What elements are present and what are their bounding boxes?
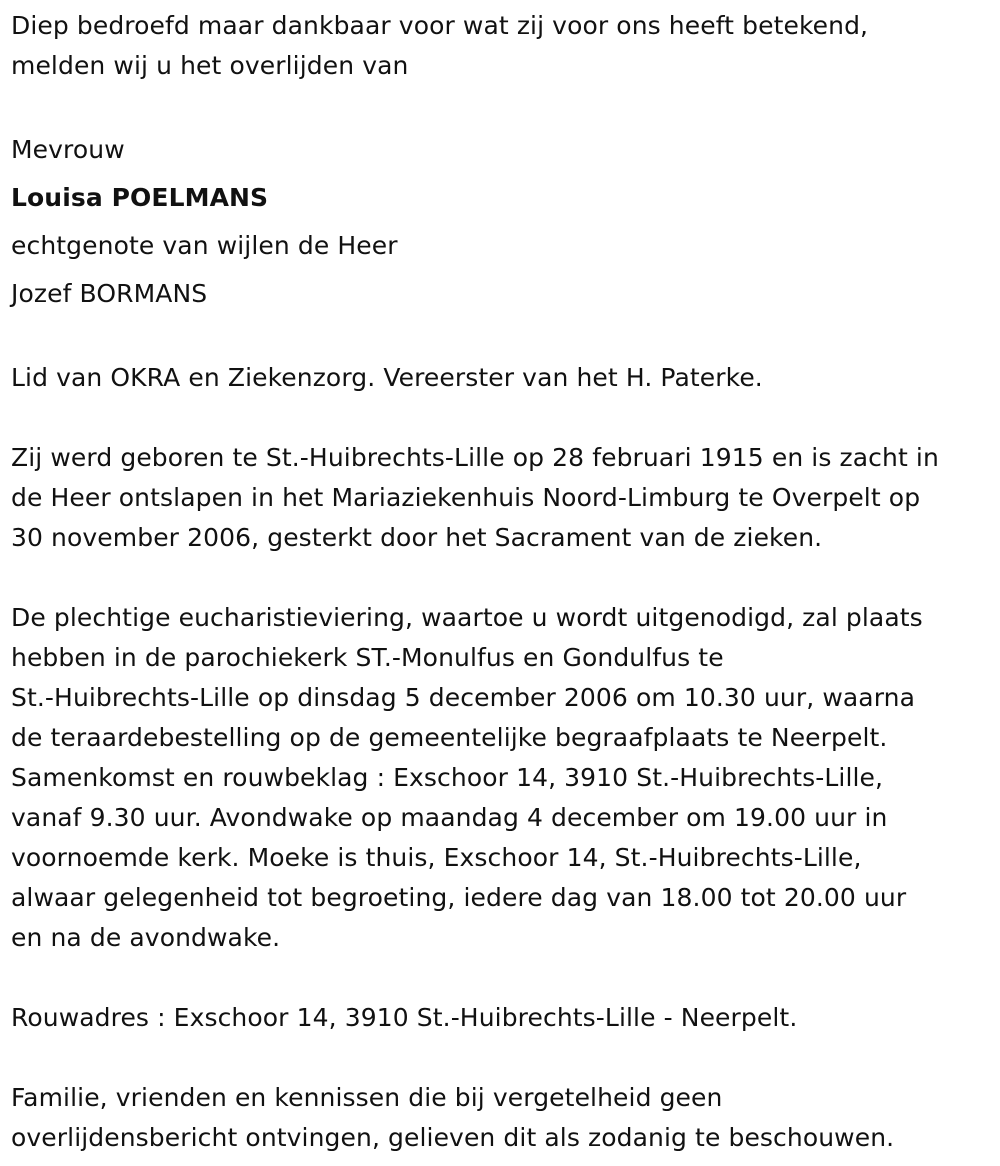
spacer bbox=[11, 398, 991, 438]
closing-paragraph: Familie, vrienden en kennissen die bij vergetelheid geen overlijdensbericht ontvingen, gelieven dit als zodanig te beschouwen. bbox=[11, 1083, 895, 1152]
spacer bbox=[11, 558, 991, 598]
membership-paragraph: Lid van OKRA en Ziekenzorg. Vereerster van het H. Paterke. bbox=[11, 363, 763, 392]
spacer bbox=[11, 958, 991, 998]
obituary-notice bbox=[11, 6, 991, 1158]
mourning-address: Rouwadres : Exschoor 14, 3910 St.-Huibrechts-Lille - Neerpelt. bbox=[11, 1003, 798, 1032]
birth-death-paragraph: Zij werd geboren te St.-Huibrechts-Lille op 28 februari 1915 en is zacht in de Heer ontslapen in het Mariaziekenhuis Noord-Limburg te Overpelt op 30 november 2006, gesterkt door het Sacrament van de zieken. bbox=[11, 443, 939, 552]
deceased-name: Louisa POELMANS bbox=[11, 183, 269, 212]
deceased-relation: echtgenote van wijlen de Heer bbox=[11, 231, 398, 260]
spouse-name: Jozef BORMANS bbox=[11, 279, 208, 308]
deceased-block bbox=[11, 126, 991, 318]
spacer bbox=[11, 1038, 991, 1078]
spacer bbox=[11, 86, 991, 126]
ceremony-paragraph: De plechtige eucharistieviering, waartoe u wordt uitgenodigd, zal plaats hebben in de parochiekerk ST.-Monulfus en Gondulfus te St.-Huibrechts-Lille op dinsdag 5 december 2006 om 10.30 uur, waarna de teraardebestelling op de gemeentelijke begraafplaats te Neerpelt. Samenkomst en rouwbeklag : Exschoor 14, 3910 St.-Huibrechts-Lille, vanaf 9.30 uur. Avondwake op maandag 4 december om 19.00 uur in voornoemde kerk. Moeke is thuis, Exschoor 14, St.-Huibrechts-Lille, alwaar gelegenheid tot begroeting, iedere dag van 18.00 tot 20.00 uur en na de avondwake. bbox=[11, 603, 923, 952]
spacer bbox=[11, 318, 991, 358]
deceased-title: Mevrouw bbox=[11, 135, 125, 164]
intro-paragraph: Diep bedroefd maar dankbaar voor wat zij voor ons heeft betekend, melden wij u het overlijden van bbox=[11, 11, 869, 80]
